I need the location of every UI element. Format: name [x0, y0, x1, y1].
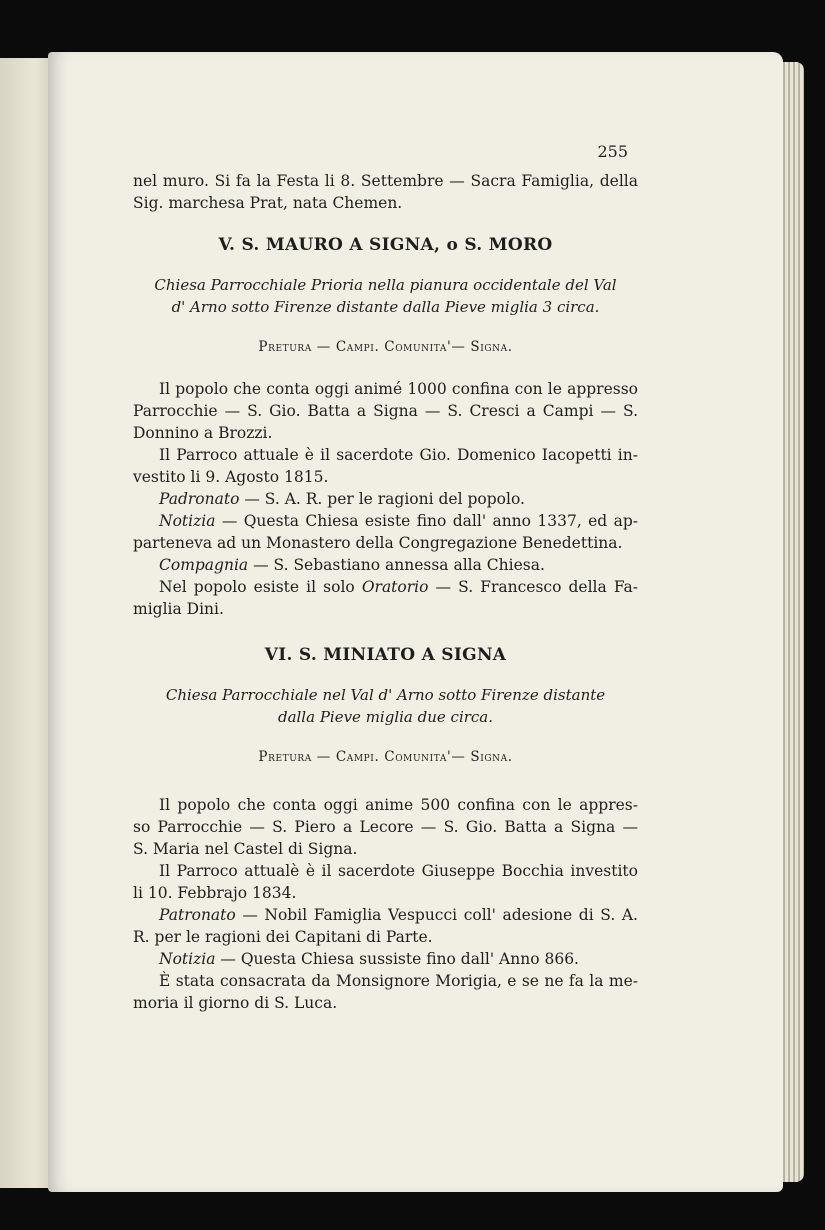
- pretura-line-v: [133, 336, 638, 358]
- pretura-value: Campi.: [335, 339, 380, 355]
- popolo-paragraph-vi: [133, 794, 638, 860]
- dash: —: [316, 749, 331, 765]
- compagnia-label: Compagnia: [159, 556, 249, 574]
- pretura-label: Pretura: [258, 339, 312, 355]
- intro-line: nel muro. Si fa la Festa li 8. Settembre — Sacra Famiglia, della: [133, 172, 638, 190]
- text-line: moria il giorno di S. Luca.: [133, 994, 338, 1012]
- comunita-value: Signa.: [470, 749, 513, 765]
- text-line: Il Parroco attuale è il sacerdote Gio. Domenico Iacopetti in-: [159, 446, 638, 464]
- text-line: R. per le ragioni dei Capitani di Parte.: [133, 928, 433, 946]
- text-line: Il popolo che conta oggi animé 1000 confina con le appresso: [159, 380, 638, 398]
- comunita-label: Comunita': [384, 339, 452, 355]
- desc-line: dalla Pieve miglia due circa.: [277, 708, 494, 726]
- text-line: È stata consacrata da Monsignore Morigia, e se ne fa la me-: [159, 972, 638, 990]
- oratorio-paragraph-v: [133, 576, 638, 620]
- notizia-text: — Questa Chiesa esiste fino dall' anno 1337, ed ap-: [221, 512, 638, 530]
- dash: —: [316, 339, 331, 355]
- page-number: 255: [597, 142, 628, 161]
- intro-paragraph: [133, 170, 638, 214]
- patronato-paragraph: [133, 904, 638, 948]
- popolo-paragraph-v: [133, 378, 638, 444]
- text-span: Nel popolo esiste il solo: [159, 578, 355, 596]
- desc-line: d' Arno sotto Firenze distante dalla Pieve miglia 3 circa.: [171, 298, 600, 316]
- oratorio-word: Oratorio: [361, 578, 429, 596]
- notizia-label: Notizia: [159, 512, 216, 530]
- intro-line: Sig. marchesa Prat, nata Chemen.: [133, 194, 403, 212]
- text-span: — S. Francesco della Fa-: [435, 578, 638, 596]
- text-line: [133, 576, 638, 598]
- notizia-paragraph-v: [133, 510, 638, 554]
- parroco-paragraph-vi: [133, 860, 638, 904]
- text-line: vestito li 9. Agosto 1815.: [133, 468, 329, 486]
- text-line: Parrocchie — S. Gio. Batta a Signa — S. Cresci a Campi — S.: [133, 402, 638, 420]
- text-line: parteneva ad un Monastero della Congregazione Benedettina.: [133, 534, 623, 552]
- parroco-paragraph-v: [133, 444, 638, 488]
- text-line: so Parrocchie — S. Piero a Lecore — S. Gio. Batta a Signa —: [133, 818, 638, 836]
- padronato-label: Padronato: [159, 490, 240, 508]
- notizia-label: Notizia: [159, 950, 216, 968]
- compagnia-line: [133, 554, 638, 576]
- section-heading-v: V. S. MAURO A SIGNA, o S. MORO: [218, 235, 553, 255]
- text-line: miglia Dini.: [133, 600, 224, 618]
- text-line: li 10. Febbrajo 1834.: [133, 884, 297, 902]
- pretura-line-vi: [133, 746, 638, 768]
- text-line: S. Maria nel Castel di Signa.: [133, 840, 358, 858]
- padronato-text: — S. A. R. per le ragioni del popolo.: [244, 490, 525, 508]
- text-line: Il Parroco attualè è il sacerdote Giuseppe Bocchia investito: [159, 862, 638, 880]
- text-line: Il popolo che conta oggi anime 500 confina con le appres-: [159, 796, 638, 814]
- dash: —: [451, 339, 466, 355]
- notizia-text: — Questa Chiesa sussiste fino dall' Anno 866.: [220, 950, 579, 968]
- desc-line: Chiesa Parrocchiale Prioria nella pianura occidentale del Val: [154, 276, 617, 294]
- pretura-value: Campi.: [335, 749, 380, 765]
- comunita-label: Comunita': [384, 749, 452, 765]
- compagnia-text: — S. Sebastiano annessa alla Chiesa.: [253, 556, 545, 574]
- text-line: [133, 904, 638, 926]
- page-text: [133, 142, 638, 1014]
- section-description-v: [133, 274, 638, 318]
- pretura-label: Pretura: [258, 749, 312, 765]
- section-description-vi: [133, 684, 638, 728]
- text-line: Donnino a Brozzi.: [133, 424, 273, 442]
- patronato-label: Patronato: [159, 906, 236, 924]
- desc-line: Chiesa Parrocchiale nel Val d' Arno sotto Firenze distante: [165, 686, 606, 704]
- top-spacer: [133, 142, 638, 170]
- consacrata-paragraph: [133, 970, 638, 1014]
- patronato-text: — Nobil Famiglia Vespucci coll' adesione di S. A.: [242, 906, 638, 924]
- padronato-line: [133, 488, 638, 510]
- comunita-value: Signa.: [470, 339, 513, 355]
- notizia-line-vi: [133, 948, 638, 970]
- book-page: [48, 52, 783, 1192]
- section-heading-vi: VI. S. MINIATO A SIGNA: [264, 645, 507, 665]
- text-line: [133, 510, 638, 532]
- dash: —: [451, 749, 466, 765]
